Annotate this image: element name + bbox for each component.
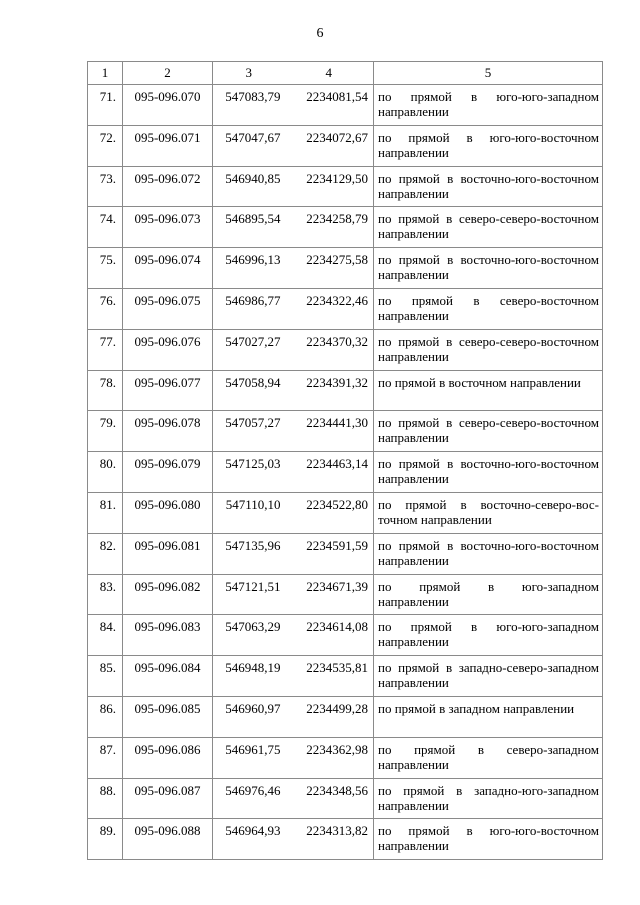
direction-description: по прямой в северо-восточном направлении [374,288,603,329]
direction-description: по прямой в юго-юго-восточном направлении [374,125,603,166]
point-code: 095-096.078 [123,411,213,452]
point-code: 095-096.076 [123,329,213,370]
coordinate-y: 2234072,67 [285,125,374,166]
coordinate-y: 2234614,08 [285,615,374,656]
coordinate-y: 2234362,98 [285,737,374,778]
row-number: 76. [88,288,123,329]
coordinate-y: 2234313,82 [285,819,374,860]
header-cell-5: 5 [374,62,603,85]
point-code: 095-096.083 [123,615,213,656]
coordinate-x: 547135,96 [213,533,285,574]
table-row [88,329,603,370]
coordinate-x: 547027,27 [213,329,285,370]
row-number: 79. [88,411,123,452]
coordinate-x: 546964,93 [213,819,285,860]
row-number: 73. [88,166,123,207]
point-code: 095-096.080 [123,492,213,533]
coordinate-x: 547121,51 [213,574,285,615]
direction-description: по прямой в восточно-юго-восточном направлении [374,533,603,574]
coordinate-x: 546976,46 [213,778,285,819]
row-number: 83. [88,574,123,615]
coordinate-x: 546961,75 [213,737,285,778]
point-code: 095-096.087 [123,778,213,819]
point-code: 095-096.082 [123,574,213,615]
point-code: 095-096.070 [123,85,213,126]
point-code: 095-096.086 [123,737,213,778]
table-row [88,533,603,574]
point-code: 095-096.081 [123,533,213,574]
row-number: 77. [88,329,123,370]
coordinate-y: 2234348,56 [285,778,374,819]
coordinate-y: 2234671,39 [285,574,374,615]
point-code: 095-096.077 [123,370,213,411]
table-row [88,656,603,697]
header-cell-4: 4 [285,62,374,85]
row-number: 81. [88,492,123,533]
direction-description: по прямой в восточно-юго-восточном направлении [374,248,603,289]
direction-description: по прямой в восточно-юго-восточном направлении [374,166,603,207]
coordinate-x: 546895,54 [213,207,285,248]
row-number: 72. [88,125,123,166]
row-number: 75. [88,248,123,289]
boundary-points-table [87,61,603,860]
point-code: 095-096.071 [123,125,213,166]
direction-description: по прямой в восточно-юго-восточном направлении [374,452,603,493]
table-row [88,574,603,615]
row-number: 74. [88,207,123,248]
table-row [88,85,603,126]
point-code: 095-096.074 [123,248,213,289]
row-number: 80. [88,452,123,493]
table-row [88,615,603,656]
row-number: 82. [88,533,123,574]
table-row [88,166,603,207]
coordinate-x: 547125,03 [213,452,285,493]
coordinate-y: 2234535,81 [285,656,374,697]
table-row [88,370,603,411]
table-row [88,492,603,533]
row-number: 85. [88,656,123,697]
coordinate-x: 547083,79 [213,85,285,126]
direction-description: по прямой в северо-западном направлении [374,737,603,778]
coordinate-y: 2234463,14 [285,452,374,493]
coordinate-x: 547047,67 [213,125,285,166]
page-number: 6 [316,26,324,41]
table-row [88,452,603,493]
row-number: 86. [88,696,123,737]
table-row [88,248,603,289]
coordinate-y: 2234129,50 [285,166,374,207]
coordinate-y: 2234499,28 [285,696,374,737]
coordinate-y: 2234275,58 [285,248,374,289]
coordinate-x: 546940,85 [213,166,285,207]
point-code: 095-096.073 [123,207,213,248]
direction-description: по прямой в восточно-северо-восточном направлении [374,492,603,533]
point-code: 095-096.072 [123,166,213,207]
coordinate-y: 2234322,46 [285,288,374,329]
point-code: 095-096.088 [123,819,213,860]
direction-description: по прямой в юго-юго-западном направлении [374,85,603,126]
coordinate-x: 547063,29 [213,615,285,656]
header-cell-1: 1 [88,62,123,85]
coordinate-x: 546986,77 [213,288,285,329]
row-number: 78. [88,370,123,411]
direction-description: по прямой в западно-юго-западном направлении [374,778,603,819]
table-row [88,207,603,248]
coordinate-x: 547058,94 [213,370,285,411]
point-code: 095-096.075 [123,288,213,329]
table-row [88,288,603,329]
row-number: 71. [88,85,123,126]
coordinate-y: 2234591,59 [285,533,374,574]
coordinate-y: 2234370,32 [285,329,374,370]
coordinate-x: 546948,19 [213,656,285,697]
coordinate-y: 2234391,32 [285,370,374,411]
coordinate-x: 547110,10 [213,492,285,533]
table-row [88,125,603,166]
direction-description: по прямой в западно-северо-западном направлении [374,656,603,697]
table-row [88,411,603,452]
point-code: 095-096.084 [123,656,213,697]
point-code: 095-096.079 [123,452,213,493]
direction-description: по прямой в юго-юго-западном направлении [374,615,603,656]
direction-description: по прямой в северо-северо-восточном направлении [374,207,603,248]
row-number: 89. [88,819,123,860]
row-number: 87. [88,737,123,778]
direction-description: по прямой в северо-северо-восточном направлении [374,411,603,452]
row-number: 88. [88,778,123,819]
row-number: 84. [88,615,123,656]
coordinate-x: 547057,27 [213,411,285,452]
direction-description: по прямой в западном направлении [374,696,603,737]
direction-description: по прямой в восточном направлении [374,370,603,411]
direction-description: по прямой в юго-юго-восточном направлении [374,819,603,860]
table-row [88,696,603,737]
header-cell-3: 3 [213,62,285,85]
direction-description: по прямой в северо-северо-восточном направлении [374,329,603,370]
coordinate-x: 546996,13 [213,248,285,289]
table-row [88,778,603,819]
table-row [88,819,603,860]
coordinate-y: 2234081,54 [285,85,374,126]
coordinate-x: 546960,97 [213,696,285,737]
coordinate-y: 2234441,30 [285,411,374,452]
point-code: 095-096.085 [123,696,213,737]
direction-description: по прямой в юго-западном направлении [374,574,603,615]
header-cell-2: 2 [123,62,213,85]
coordinate-y: 2234522,80 [285,492,374,533]
coordinate-y: 2234258,79 [285,207,374,248]
table-header-row [88,62,603,85]
table-row [88,737,603,778]
